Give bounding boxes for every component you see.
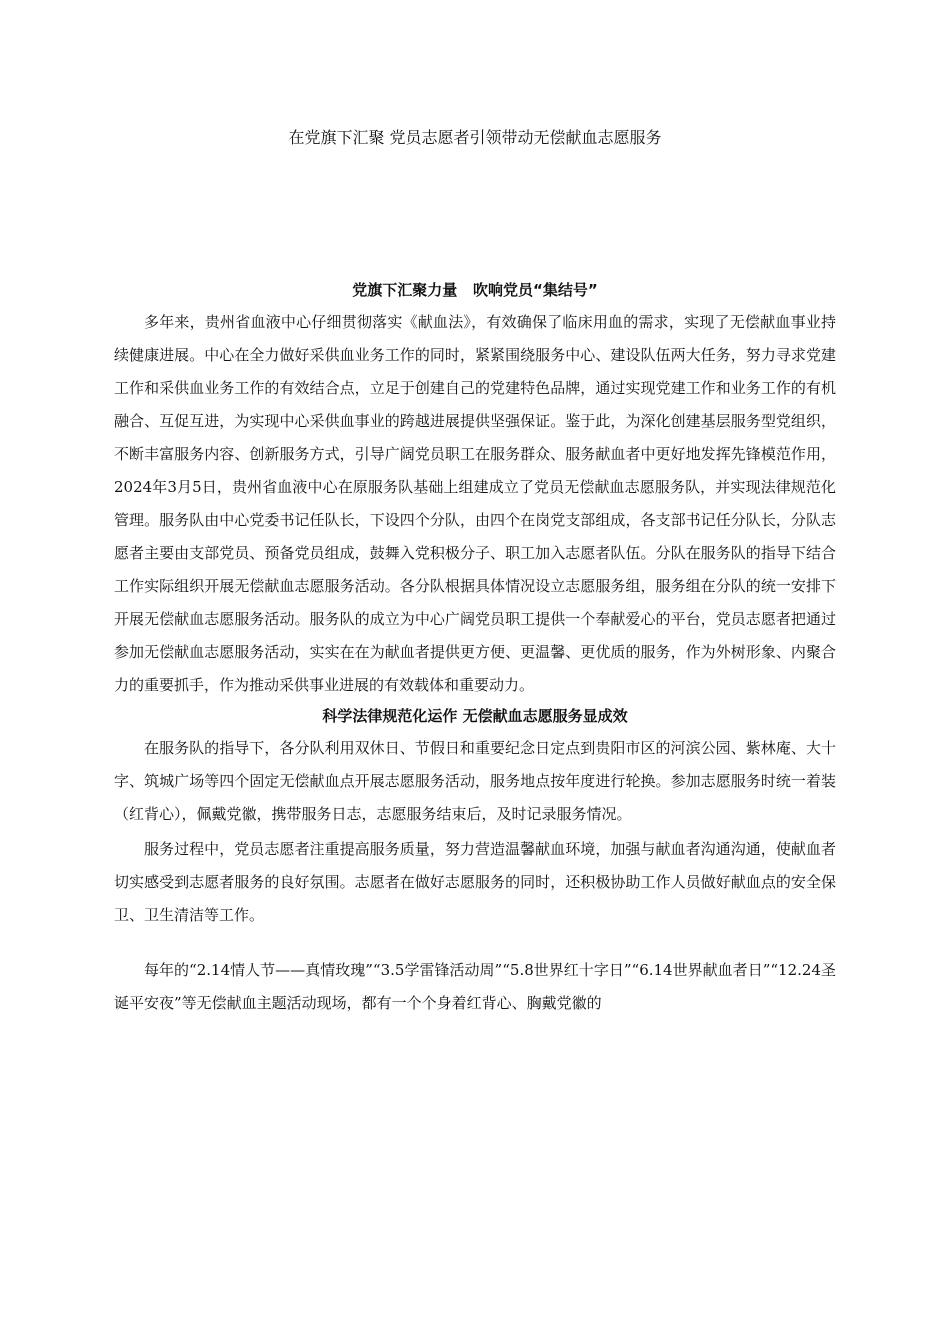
paragraph-1: 多年来，贵州省血液中心仔细贯彻落实《献血法》，有效确保了临床用血的需求，实现了无偿献血事业持续健康进展。中心在全力做好采供血业务工作的同时，紧紧围绕服务中心、建设队伍两大任务，努力寻求党建工作和采供血业务工作的有效结合点，立足于创建自己的党建特色品牌，通过实现党建工作和业务工作的有机融合、互促互进，为实现中心采供血事业的跨越进展提供坚强保证。鉴于此，为深化创建基层服务型党组织，不断丰富服务内容、创新服务方式，引导广阔党员职工在服务群众、服务献血者中更好地发挥先锋模范作用，2024年3月5日，贵州省血液中心在原服务队基础上组建成立了党员无偿献血志愿服务队，并实现法律规范化管理。服务队由中心党委书记任队长，下设四个分队，由四个在岗党支部组成，各支部书记任分队长，分队志愿者主要由支部党员、预备党员组成，鼓舞入党积极分子、职工加入志愿者队伍。分队在服务队的指导下结合工作实际组织开展无偿献血志愿服务活动。各分队根据具体情况设立志愿服务组，服务组在分队的统一安排下开展无偿献血志愿服务活动。服务队的成立为中心广阔党员职工提供一个奉献爱心的平台，党员志愿者把通过参加无偿献血志愿服务活动，实实在在为献血者提供更方便、更温馨、更优质的服务，作为外树形象、内聚合力的重要抓手，作为推动采供事业进展的有效载体和重要动力。	[114, 313, 836, 694]
paragraph-3: 服务过程中，党员志愿者注重提高服务质量，努力营造温馨献血环境，加强与献血者沟通沟通，使献血者切实感受到志愿者服务的良好氛围。志愿者在做好志愿服务的同时，还积极协助工作人员做好献血点的安全保卫、卫生清洁等工作。	[114, 840, 836, 924]
document-title: 在党旗下汇聚 党员志愿者引领带动无偿献血志愿服务	[288, 128, 662, 147]
document-body	[114, 278, 836, 1020]
paragraph-2: 在服务队的指导下，各分队利用双休日、节假日和重要纪念日定点到贵阳市区的河滨公园、紫林庵、大十字、筑城广场等四个固定无偿献血点开展志愿服务活动，服务地点按年度进行轮换。参加志愿服务时统一着装（红背心），佩戴党徽，携带服务日志，志愿服务结束后，及时记录服务情况。	[114, 739, 836, 823]
section-heading-2: 科学法律规范化运作 无偿献血志愿服务显成效	[322, 707, 628, 725]
section-heading-1: 党旗下汇聚力量 吹响党员“集结号”	[352, 281, 598, 299]
paragraph-4: 每年的“2.14情人节——真情玫瑰”“3.5学雷锋活动周”“5.8世界红十字日”“6.14世界献血者日”“12.24圣诞平安夜”等无偿献血主题活动现场，都有一个个身着红背心、胸戴党徽的	[114, 961, 836, 1012]
